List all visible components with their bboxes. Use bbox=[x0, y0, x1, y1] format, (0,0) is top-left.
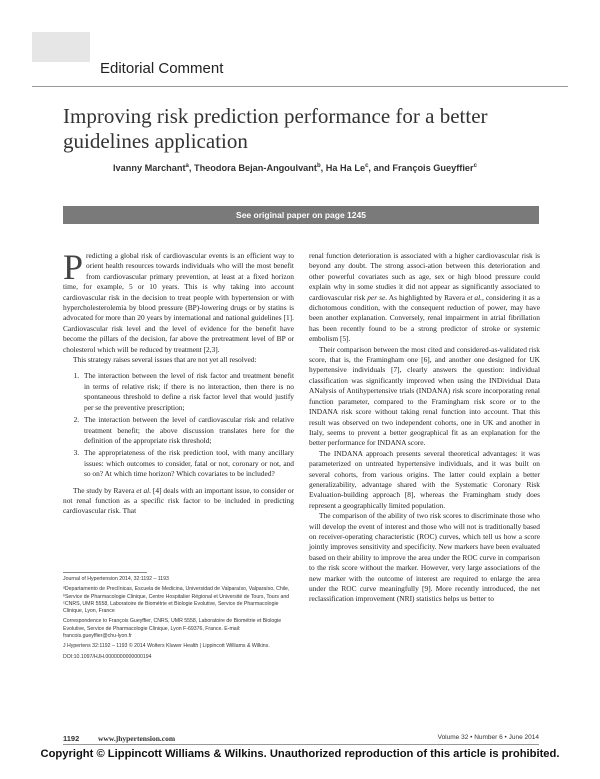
author-name: Ha Ha Le bbox=[325, 163, 366, 174]
author-name: Theodora Bejan-Angoulvant bbox=[193, 163, 317, 174]
journal-website-link[interactable]: www.jhypertension.com bbox=[98, 734, 176, 743]
doi[interactable]: DOI:10.1097/HJH.0000000000000194 bbox=[63, 653, 152, 660]
footnote-rule bbox=[63, 572, 147, 573]
emphasis-text: et al. bbox=[467, 292, 483, 302]
author-affiliation-mark: b bbox=[316, 163, 321, 169]
author-affiliation-mark: a bbox=[185, 163, 189, 169]
body-paragraph bbox=[309, 251, 540, 345]
header-rule bbox=[32, 86, 568, 87]
emphasis-text: per se bbox=[367, 292, 386, 302]
page-footer bbox=[63, 734, 539, 744]
issue-list bbox=[63, 371, 294, 479]
drop-cap: P bbox=[63, 247, 84, 287]
copyright-line: J Hypertens 32:1192 – 1193 © 2014 Wolters Kluwer Health | Lippincott Williams & Wilkins. bbox=[63, 643, 270, 650]
author-affiliation-mark: c bbox=[365, 163, 369, 169]
body-paragraph bbox=[63, 247, 294, 355]
issue-info: Volume 32 • Number 6 • June 2014 bbox=[437, 734, 539, 741]
paragraph-text: redicting a global risk of cardiovascular events is an efficient way to orient health resources towards individuals who will the most benefit from cardiovascular primary prevention, at least at a fixed horizon time, for example, 5 or 10 years. This is why taking into account cardiovascular risk in the decision to treat people with hypertension or with hypercholesterolemia by blood pressure (BP)-lowering drugs or by statins is advocated for more than 20 years by international and national guidelines [1]. Cardiovascular risk level and the level of evidence for the benefit have become the pillars of the decision, far above the pretreatment level of BP or cholesterol which will be reduced by treatment [2,3]. bbox=[63, 251, 294, 354]
article-title: Improving risk prediction performance for a better guidelines application bbox=[63, 104, 488, 153]
body-paragraph: The INDANA approach presents several theoretical advantages: it was parameterized on untreated hypertensive individuals, and it was built on several cohorts, from various origins. The latter could explain a better generalizability, advantage shared with the Systematic Coronary Risk Evaluation-building approach [8], whereas the Framingham study does represent a geographically limited population. bbox=[309, 448, 540, 510]
page-number: 1192 bbox=[63, 734, 80, 743]
paragraph-text: [4] deals with an important issue, to consider or not renal function as a specific risk factor to be included in predicting cardiovascular risk. That bbox=[63, 485, 295, 516]
journal-citation: Journal of Hypertension 2014, 32:1192 – 1193 bbox=[63, 576, 169, 582]
right-column bbox=[309, 251, 540, 605]
author-affiliation-mark: c bbox=[473, 163, 477, 169]
paragraph-text: , considering it as a dichotomous condition, with the consequent reduction of power, may have been another explanation. Conversely, renal impairment in atrial fibrillation has been recently found to be a strong predictor of stroke or systemic embolism [5]. bbox=[309, 292, 541, 344]
copyright-notice: Copyright © Lippincott Williams & Wilkins. Unauthorized reproduction of this article is prohibited. bbox=[40, 748, 560, 760]
correspondence: Correspondence to François Gueyffier, CNRS, UMR 5558, Laboratoire de Biométrie et Biologie Evolutive, Service de Pharmacologie Clinique, Lyon F-69376, France. E-mail: francois.gueyffier@chu-lyon.fr bbox=[63, 618, 282, 640]
author-separator: , and bbox=[368, 163, 393, 174]
paragraph-text: The study by Ravera bbox=[73, 485, 137, 495]
author-separator: , bbox=[188, 163, 194, 174]
list-item: 1. The interaction between the level of risk factor and treatment benefit in terms of relative risk; if there is no interaction, then there is no spontaneous threshold to define a risk factor level that would justify per se the preventive prescription; bbox=[81, 371, 294, 413]
author-name: François Gueyffier bbox=[392, 163, 474, 174]
author-list bbox=[113, 163, 477, 173]
body-paragraph bbox=[63, 486, 294, 517]
list-item: 2. The interaction between the level of cardiovascular risk and relative treatment benefit; the above discussion translates here for the definition of the appropriate risk threshold; bbox=[81, 415, 294, 446]
emphasis-text: et al. bbox=[136, 485, 152, 495]
see-original-paper-banner[interactable]: See original paper on page 1245 bbox=[63, 206, 539, 224]
body-paragraph: This strategy raises several issues that are not yet all resolved: bbox=[73, 355, 257, 365]
paragraph-text: renal function deterioration is associated with a higher cardiovascular risk is beyond any doubt. The strong associ-ation between this deterioration and other powerful covariates such as age, sex or high blood pressure could explain why in some studies it did not appear as significantly associated to cardiovascular risk bbox=[309, 251, 540, 302]
decorative-tab bbox=[32, 32, 90, 62]
body-paragraph: The comparison of the ability of two risk scores to discriminate those who will develop the event of interest and those who will not is traditionally based on receiver-operating characteristic (ROC) curves, which tell us how a score jointly improves sensitivity and specificity. New markers have been evaluated based on their ability to improve the area under the ROC curve in comparison to the risk score without the marker. However, very large associations of the new marker with the outcome of interest are required to enlarge the area under the ROC curve meaningfully [9]. More recently introduced, the net reclassification improvement (NRI) statistics helps us better to bbox=[309, 511, 540, 604]
left-column bbox=[63, 247, 295, 517]
list-item: 3. The appropriateness of the risk prediction tool, with many ancillary issues: which outcomes to consider, fatal or not, coronary or not, and so on? At which time horizon? Which covariates to be included? bbox=[81, 448, 294, 479]
section-label: Editorial Comment bbox=[100, 60, 224, 77]
paragraph-text: . As highlighted by Ravera bbox=[385, 292, 468, 302]
author-name: Ivanny Marchant bbox=[113, 163, 186, 174]
affiliations: ᵃDepartamento de Preclínicas, Escuela de Medicina, Universidad de Valparaíso, Valparaíso, Chile, ᵇService de Pharmacologie Clinique, Centre Hospitalier Régional et Université de Tours, Tours and ᶜCNRS, UMR 5558, Laboratoire de Biométrie et Biologie Evolutive, Service de Pharmacologie Clinique, Lyon, France bbox=[63, 586, 290, 615]
footnotes bbox=[63, 576, 294, 664]
body-paragraph: Their comparison between the most cited and considered-as-validated risk score, that is, the Framingham one [6], and another one designed for UK hypertensive individuals [7], clearly answers the question: individual classification was significantly improved when using the INDividual Data ANalysis of Antihypertensive trials (INDANA) risk score incorporating renal function parameter, compared to the Framingham risk score or to the INDANA risk score without taking renal function into account. That this result was observed on two independent cohorts, one in UK and another in Italy, seems to prevent a better geographical fit as an explanation for the better performance for INDANA score. bbox=[309, 344, 540, 448]
footer-rule bbox=[63, 744, 539, 745]
author-separator: , bbox=[320, 163, 326, 174]
